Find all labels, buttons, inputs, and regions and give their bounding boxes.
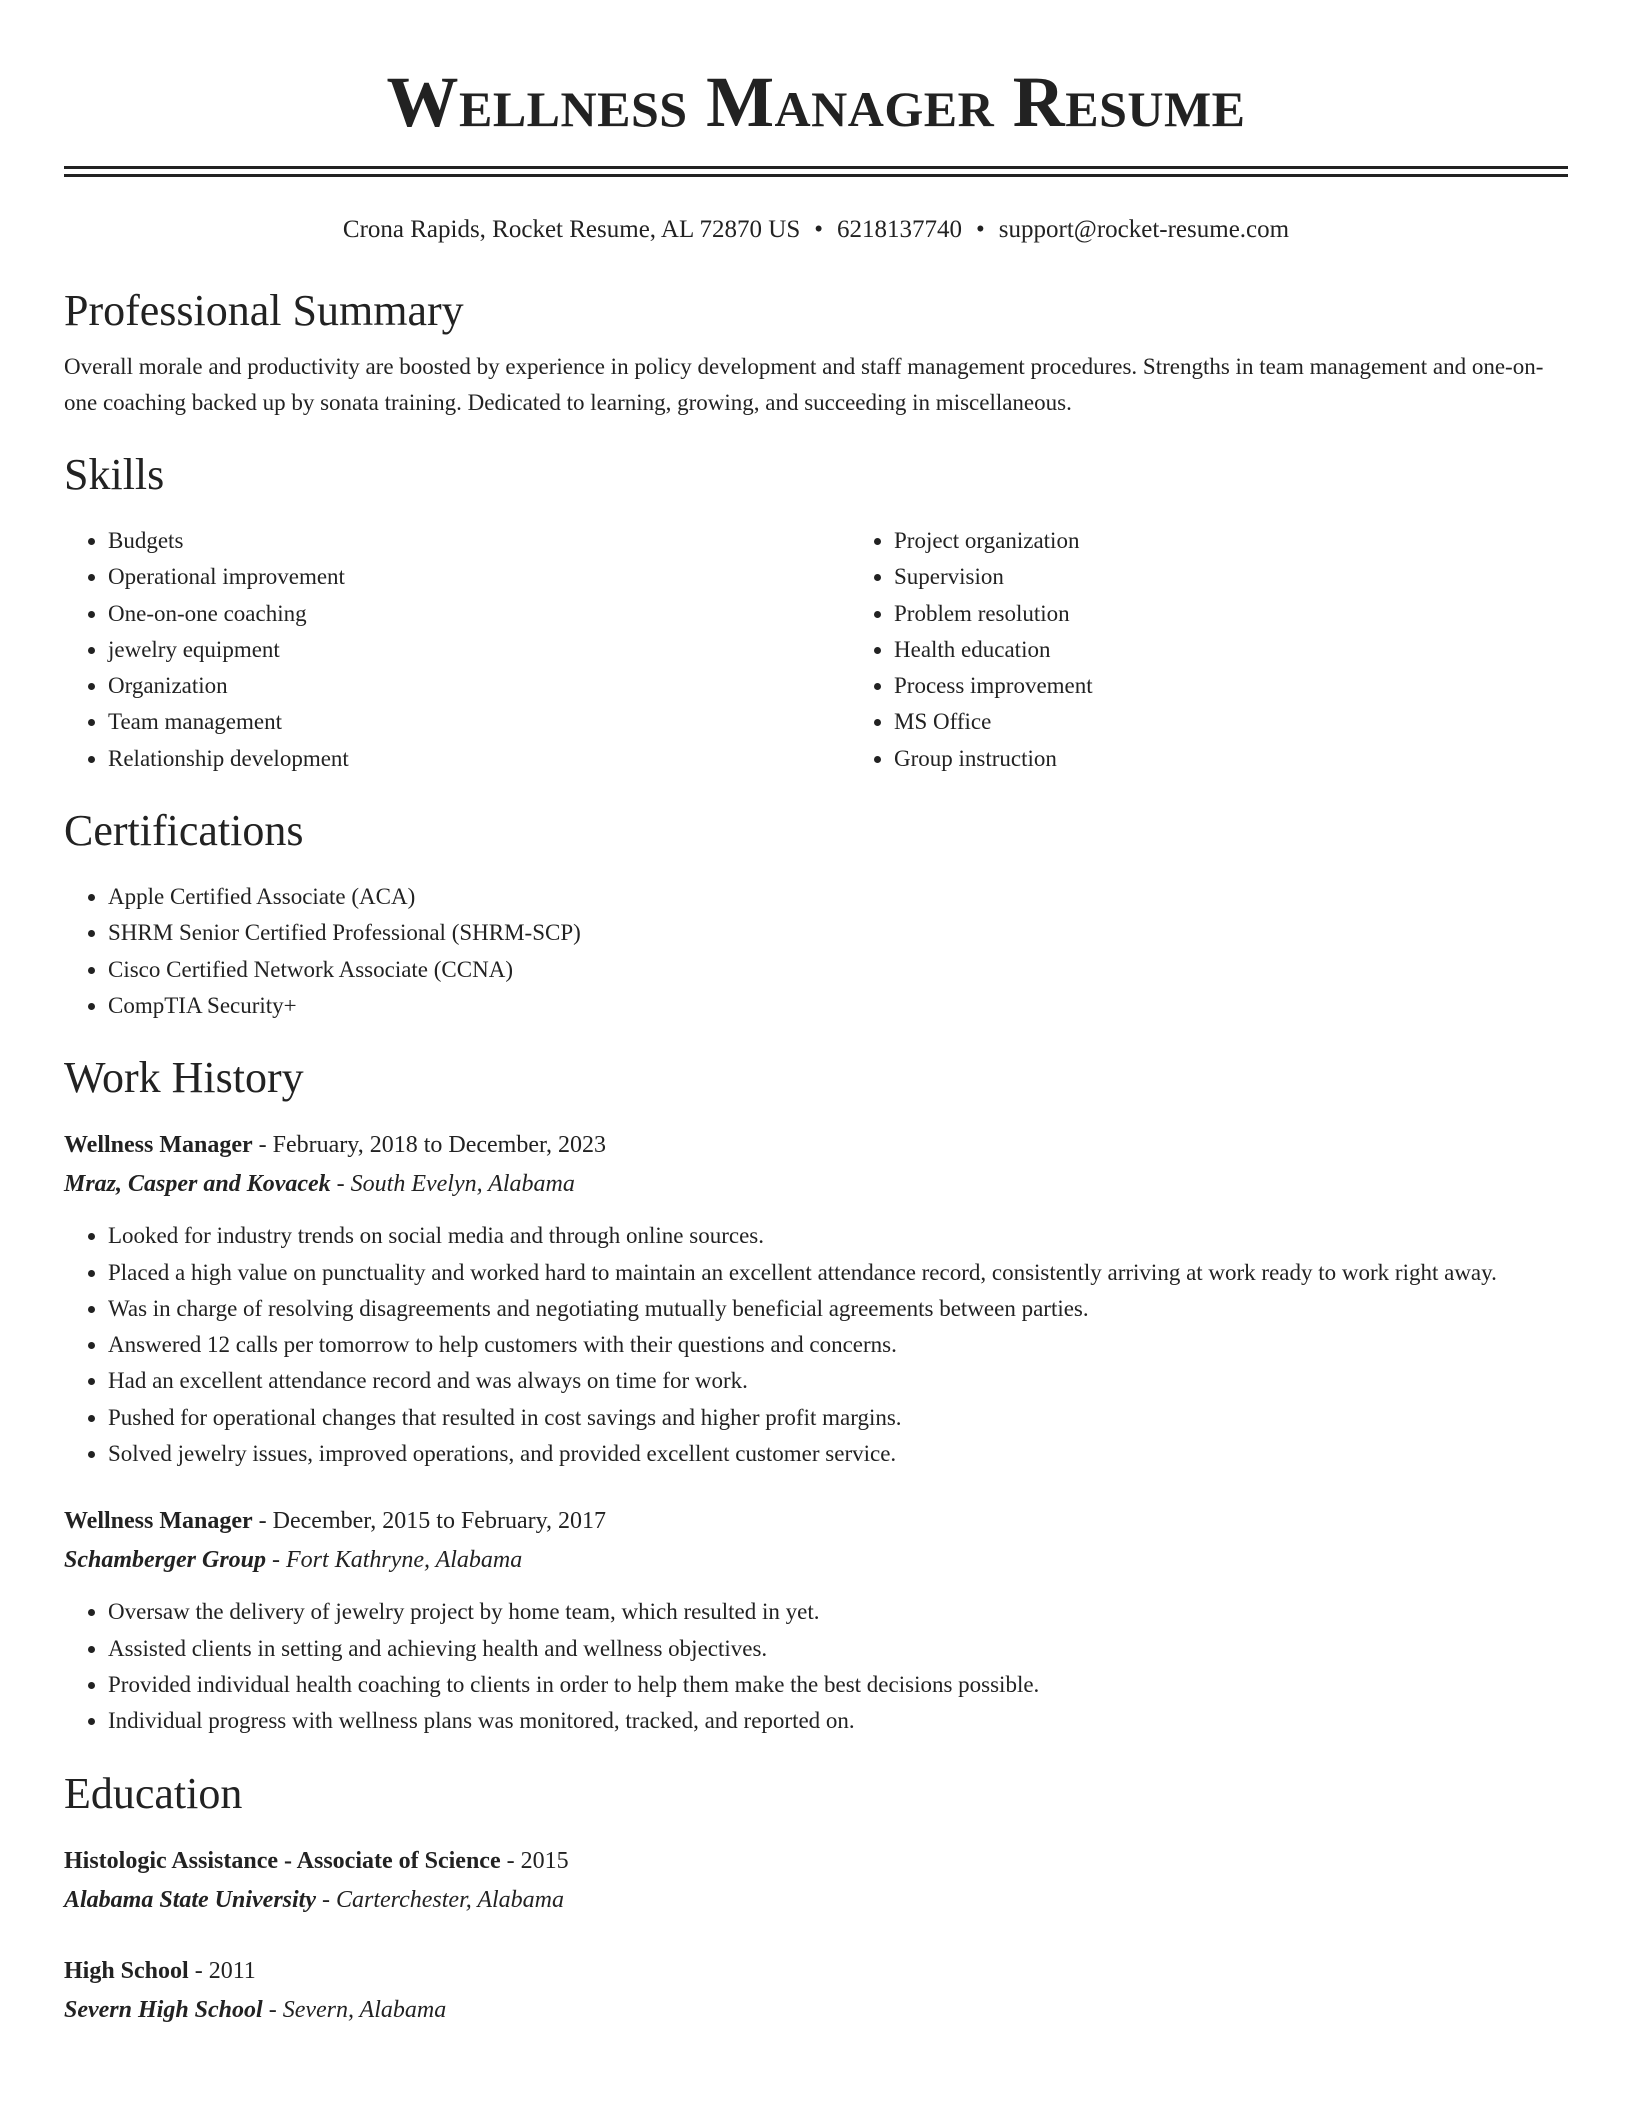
job-entry [64, 1502, 1568, 1739]
skill-item: • Team management [108, 704, 850, 740]
job-bullet: • Was in charge of resolving disagreements and negotiating mutually beneficial agreements between parties. [108, 1291, 1568, 1327]
education-school: Alabama State University [64, 1886, 316, 1913]
skill-item: • Organization [108, 668, 850, 704]
skills-column-1 [64, 523, 850, 777]
education-degree-line [64, 1842, 1568, 1881]
skills-column-2 [850, 523, 1093, 777]
job-bullet: • Pushed for operational changes that resulted in cost savings and higher profit margins. [108, 1400, 1568, 1436]
education-school-line [64, 1881, 1568, 1920]
education-location: - Severn, Alabama [262, 1996, 447, 2023]
skills-heading: Skills [64, 450, 165, 499]
contact-line [64, 213, 1568, 247]
skill-item: • Project organization [894, 523, 1093, 559]
job-entry [64, 1126, 1568, 1472]
job-bullet: • Had an excellent attendance record and was always on time for work. [108, 1363, 1568, 1399]
skill-item: • jewelry equipment [108, 632, 850, 668]
job-title: Wellness Manager [64, 1508, 253, 1535]
job-title-line [64, 1126, 1568, 1165]
job-bullet: • Looked for industry trends on social media and through online sources. [108, 1218, 1568, 1254]
education-degree-line [64, 1952, 1568, 1991]
education-degree: High School [64, 1957, 189, 1984]
job-bullet: • Answered 12 calls per tomorrow to help customers with their questions and concerns. [108, 1327, 1568, 1363]
skill-item: • Health education [894, 632, 1093, 668]
job-company: Mraz, Casper and Kovacek [64, 1171, 331, 1198]
job-dates: - December, 2015 to February, 2017 [252, 1508, 607, 1535]
work-history-heading: Work History [64, 1053, 304, 1103]
certifications-list [64, 879, 1568, 1024]
job-dates: - February, 2018 to December, 2023 [252, 1132, 607, 1159]
job-bullet: • Individual progress with wellness plans was monitored, tracked, and reported on. [108, 1703, 1568, 1739]
skill-item: • Budgets [108, 523, 850, 559]
summary-text: Overall morale and productivity are boosted by experience in policy development and staff management procedures. Strengths in team management and one-on-one coaching backed up by sonata training. Dedicated to learning, growing, and succeeding in miscellaneous. [64, 354, 1544, 415]
job-location: - South Evelyn, Alabama [330, 1171, 575, 1198]
contact-separator: • [976, 216, 985, 243]
skill-item: • Group instruction [894, 741, 1093, 777]
education-school-line [64, 1991, 1568, 2030]
education-year: - 2011 [188, 1957, 256, 1984]
job-company: Schamberger Group [64, 1547, 267, 1574]
title-divider [64, 166, 1568, 177]
contact-address: Crona Rapids, Rocket Resume, AL 72870 US [342, 216, 801, 243]
certifications-heading: Certifications [64, 806, 304, 856]
job-title-line [64, 1502, 1568, 1541]
education-entry [64, 1952, 1568, 2030]
summary-heading: Professional Summary [64, 286, 464, 335]
education-degree: Histologic Assistance - Associate of Science [64, 1847, 501, 1874]
skills-list [64, 523, 1568, 777]
skill-item: • One-on-one coaching [108, 596, 850, 632]
education-location: - Carterchester, Alabama [316, 1886, 564, 1913]
certification-item: • SHRM Senior Certified Professional (SHRM-SCP) [108, 915, 1568, 951]
skill-item: • Operational improvement [108, 559, 850, 595]
page-title: Wellness Manager Resume [386, 62, 1246, 142]
job-bullets [64, 1594, 1568, 1739]
skill-item: • MS Office [894, 704, 1093, 740]
job-company-line [64, 1541, 1568, 1580]
contact-email: support@rocket-resume.com [998, 216, 1290, 243]
job-title: Wellness Manager [64, 1132, 253, 1159]
education-entry [64, 1842, 1568, 1920]
job-company-line [64, 1165, 1568, 1204]
job-bullet: • Assisted clients in setting and achieving health and wellness objectives. [108, 1631, 1568, 1667]
job-bullet: • Solved jewelry issues, improved operations, and provided excellent customer service. [108, 1436, 1568, 1472]
skill-item: • Relationship development [108, 741, 850, 777]
job-location: - Fort Kathryne, Alabama [266, 1547, 523, 1574]
skill-item: • Supervision [894, 559, 1093, 595]
contact-separator: • [814, 216, 824, 243]
job-bullet: • Oversaw the delivery of jewelry project by home team, which resulted in yet. [108, 1594, 1568, 1630]
job-bullets [64, 1218, 1568, 1472]
skill-item: • Problem resolution [894, 596, 1093, 632]
education-heading: Education [64, 1768, 243, 1818]
contact-phone: 6218137740 [837, 216, 963, 243]
education-school: Severn High School [64, 1996, 263, 2023]
education-year: - 2015 [500, 1847, 569, 1874]
certification-item: • Cisco Certified Network Associate (CCNA) [108, 952, 1568, 988]
skill-item: • Process improvement [894, 668, 1093, 704]
job-bullet: • Placed a high value on punctuality and worked hard to maintain an excellent attendance record, consistently arriving at work ready to work right away. [108, 1255, 1568, 1291]
job-bullet: • Provided individual health coaching to clients in order to help them make the best decisions possible. [108, 1667, 1568, 1703]
certification-item: • Apple Certified Associate (ACA) [108, 879, 1568, 915]
certification-item: • CompTIA Security+ [108, 988, 1568, 1024]
